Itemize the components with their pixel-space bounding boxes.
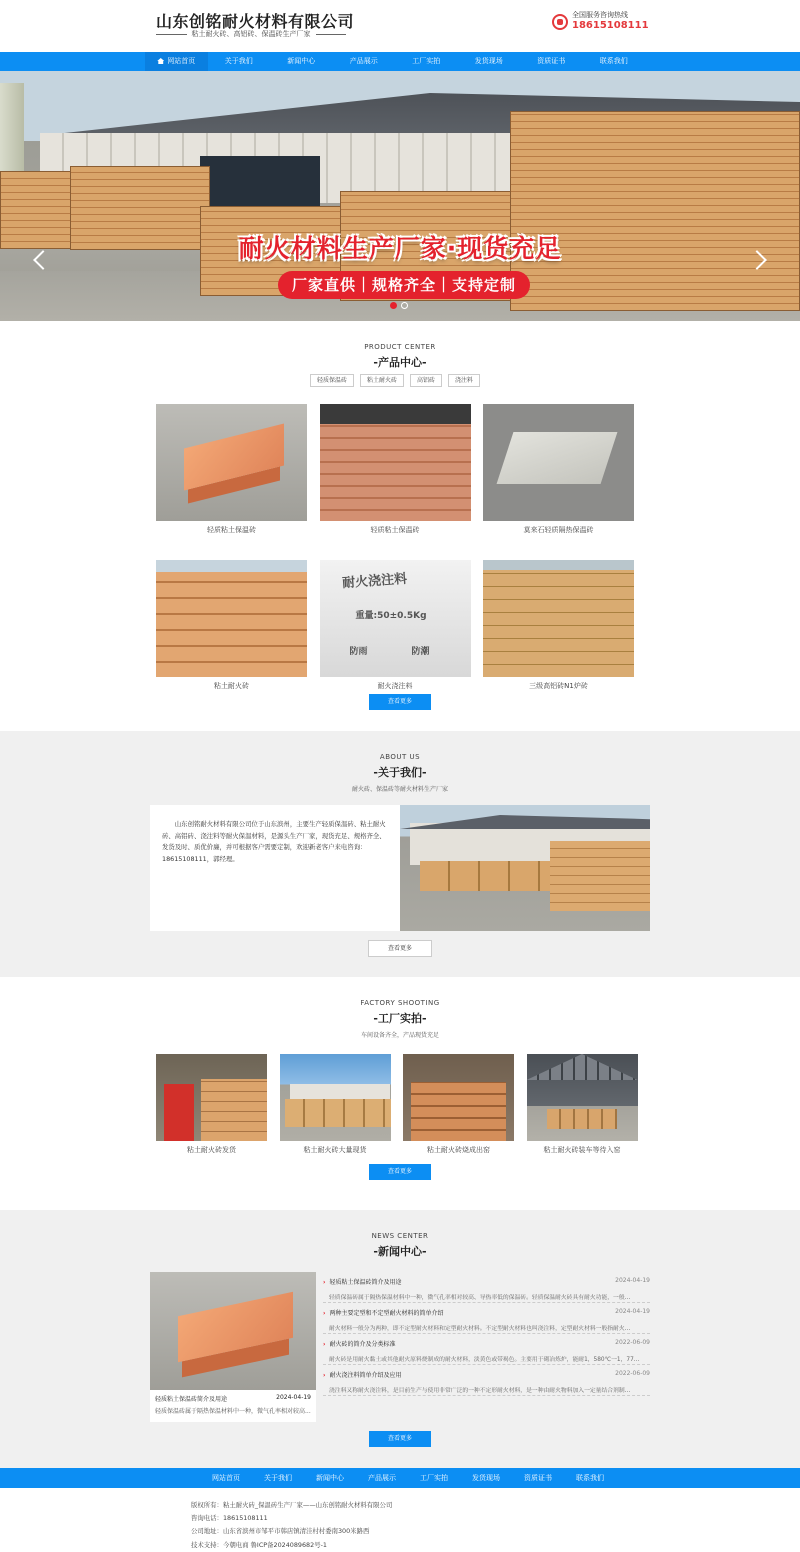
about-subtitle: 耐火砖、保温砖等耐火材料生产厂家 [351,786,448,793]
nav-factory[interactable]: 工厂实拍 [412,57,441,65]
bag-label: 耐火浇注料 [341,571,408,592]
banner-dots [390,302,408,309]
news-item-title[interactable]: › 耐火浇注料简单介绍及应用 [323,1370,402,1379]
news-item[interactable] [323,1334,650,1365]
hotline-number[interactable]: 18615108111 [572,20,649,31]
about-title-en: ABOUT US [379,753,421,761]
product-name[interactable]: 粘土耐火砖 [214,682,249,690]
factory-card[interactable] [156,1054,267,1155]
about-more-button[interactable]: 查看更多 [368,940,432,957]
factory-caption[interactable]: 粘土耐火砖发货 [187,1146,236,1154]
news-featured-date: 2024-04-19 [276,1394,311,1401]
nav-contact[interactable]: 联系我们 [599,57,628,65]
slogan-line-left [156,34,187,35]
factory-card[interactable] [527,1054,638,1155]
footer-nav-contact[interactable]: 联系我们 [576,1474,604,1482]
news-item-title[interactable]: › 轻质粘土保温砖简介及用途 [323,1277,402,1286]
product-card[interactable] [156,560,307,691]
hotline-label: 全国服务咨询热线 [572,11,628,19]
factory-title-cn: -工厂实拍- [373,1012,427,1025]
news-featured-meta [150,1390,316,1403]
factory-image[interactable] [280,1054,391,1141]
tag-alumina-brick[interactable]: 高铝砖 [410,374,442,387]
nav-products[interactable]: 产品展示 [349,57,378,65]
news-title-cn: -新闻中心- [373,1245,427,1258]
site-header [0,0,800,52]
slogan-line-right [316,34,347,35]
footer-nav-certificates[interactable]: 资质证书 [524,1474,552,1482]
product-image[interactable] [156,404,307,521]
footer-support: 技术支持：今朝电商 鲁ICP备2024089682号-1 [191,1540,327,1549]
news-item-title[interactable]: › 耐火砖的简介及分类标准 [323,1339,396,1348]
nav-news[interactable]: 新闻中心 [287,57,316,65]
news-featured[interactable] [150,1272,316,1422]
banner-headline: 耐火材料生产厂家·现货充足 [238,234,562,263]
footer-nav-factory[interactable]: 工厂实拍 [420,1474,448,1482]
news-list [323,1272,650,1396]
factory-card[interactable] [280,1054,391,1155]
factory-image[interactable] [527,1054,638,1141]
news-featured-desc: 轻质保温砖属于隔热保温材料中一种，微气孔率相对较高... [155,1408,311,1415]
news-item-date: 2024-04-19 [615,1308,650,1315]
product-image[interactable] [483,560,634,677]
factory-image[interactable] [156,1054,267,1141]
bag-moisture: 防潮 [411,647,430,657]
footer-nav-about[interactable]: 关于我们 [264,1474,292,1482]
news-item[interactable] [323,1272,650,1303]
footer-nav-home[interactable]: 网站首页 [212,1474,240,1482]
footer-nav [0,1468,800,1488]
hero-banner[interactable] [0,71,800,321]
news-heading [0,1232,800,1259]
products-more-button[interactable]: 查看更多 [369,694,431,710]
news-item-date: 2022-06-09 [615,1370,650,1377]
banner-factory-door [200,156,320,211]
nav-home[interactable]: 网站首页 [145,52,208,71]
news-featured-title[interactable]: 轻质粘土保温砖简介及用途 [155,1396,228,1403]
banner-tagline: 厂家直供｜规格齐全｜支持定制 [278,271,530,299]
tag-clay-brick[interactable]: 粘土耐火砖 [360,374,404,387]
news-item-desc: 轻质保温砖属于隔热保温材料中一种，微气孔率相对较高、导热率低的保温砖。轻质保温耐火砖具有耐火功能，一般... [329,1295,631,1301]
news-item-date: 2024-04-19 [615,1277,650,1284]
tag-castable[interactable]: 浇注料 [448,374,480,387]
factory-title-en: FACTORY SHOOTING [360,999,440,1007]
main-nav [0,52,800,71]
news-item-desc: 浇注料又称耐火浇注料，是目前生产与使用非常广泛的一种不定形耐火材料，是一种由耐火物料加入一定量结合剂制... [329,1388,631,1394]
footer-copyright: 版权所有：粘土耐火砖_保温砖生产厂家——山东创铭耐火材料有限公司 [191,1501,393,1509]
nav-certificates[interactable]: 资质证书 [537,57,566,65]
factory-caption[interactable]: 粘土耐火砖装车等待入窑 [543,1146,621,1154]
product-name[interactable]: 轻质粘土保温砖 [207,526,256,534]
hotline [552,11,649,32]
product-name[interactable]: 轻质粘土保温砖 [370,526,420,534]
product-image[interactable] [156,560,307,677]
news-item-title[interactable]: › 两种主要定型和不定型耐火材料的简单介绍 [323,1308,444,1317]
about-title-cn: -关于我们- [373,766,427,779]
about-text: 山东创铭耐火材料有限公司位于山东滨州，主要生产轻质保温砖、粘土耐火砖、高铝砖、浇注料等耐火保温材料，是源头生产厂家，现货充足、规格齐全、发货及时、质优价廉，并可根据客户需要定制，欢迎新老客户来电咨询：18615108111，郭经理。 [150,805,400,931]
footer-nav-news[interactable]: 新闻中心 [316,1474,344,1482]
footer-nav-shipping[interactable]: 发货现场 [472,1474,500,1482]
about-heading [0,753,800,793]
footer-info [0,1488,800,1549]
product-heading [0,343,800,370]
news-item-date: 2022-06-09 [615,1339,650,1346]
bag-weight: 重量:50±0.5Kg [355,611,427,621]
phone-icon [552,14,568,30]
footer-nav-products[interactable]: 产品展示 [368,1474,396,1482]
factory-heading [0,999,800,1039]
product-card[interactable] [320,404,471,535]
product-name[interactable]: 三级高铝砖N1炉砖 [529,682,588,690]
banner-dot-2[interactable] [401,302,408,309]
news-item[interactable] [323,1365,650,1396]
product-image[interactable] [320,404,471,521]
news-item[interactable] [323,1303,650,1334]
news-title-en: NEWS CENTER [371,1232,429,1240]
product-image[interactable] [320,560,471,677]
factory-caption[interactable]: 粘土耐火砖烧成出窑 [427,1146,490,1154]
footer-address: 公司地址：山东省滨州市邹平市韩店镇清洼村村委南300米路西 [191,1527,370,1536]
factory-caption[interactable]: 粘土耐火砖大量现货 [303,1146,367,1154]
nav-shipping[interactable]: 发货现场 [474,57,503,65]
factory-more-button[interactable]: 查看更多 [369,1164,431,1180]
news-more-button[interactable]: 查看更多 [369,1431,431,1447]
product-title-en: PRODUCT CENTER [364,343,436,351]
product-card[interactable] [483,404,634,535]
news-item-desc: 耐火材料一般分为两种，即不定型耐火材料和定型耐火材料。不定型耐火材料也叫浇注料，定型耐火材料一般指耐火... [329,1326,631,1332]
product-image[interactable] [483,404,634,521]
news-featured-image[interactable] [150,1272,316,1390]
home-icon [157,58,164,64]
product-card[interactable] [483,560,634,691]
banner-brick-stack [510,111,800,311]
tag-light-brick[interactable]: 轻质保温砖 [310,374,354,387]
company-name[interactable]: 山东创铭耐火材料有限公司 [156,12,355,31]
nav-about[interactable]: 关于我们 [224,57,253,65]
product-card[interactable] [320,560,471,691]
bag-rain: 防雨 [349,647,368,657]
banner-dot-1[interactable] [390,302,397,309]
factory-card[interactable] [403,1054,514,1155]
product-grid [156,404,634,691]
news-item-desc: 耐火砖是用耐火黏土或其他耐火原料烧制成的耐火材料，淡黄色或带褐色。主要用于砌冶炼炉，能耐1，580℃一1，77... [329,1357,640,1363]
slogan-text: 粘土耐火砖、高铝砖、保温砖生产厂家 [191,30,311,38]
footer-phone: 咨询电话：18615108111 [191,1514,268,1523]
factory-subtitle: 车间设备齐全，产品现货充足 [360,1032,439,1039]
factory-grid [156,1054,638,1155]
factory-image[interactable] [403,1054,514,1141]
product-name[interactable]: 莫来石轻质隔热保温砖 [523,526,594,534]
product-tags [310,374,480,387]
company-slogan [156,29,346,39]
product-name[interactable]: 耐火浇注料 [377,682,413,690]
product-card[interactable] [156,404,307,535]
product-title-cn: -产品中心- [373,356,427,369]
about-image[interactable] [400,805,650,931]
